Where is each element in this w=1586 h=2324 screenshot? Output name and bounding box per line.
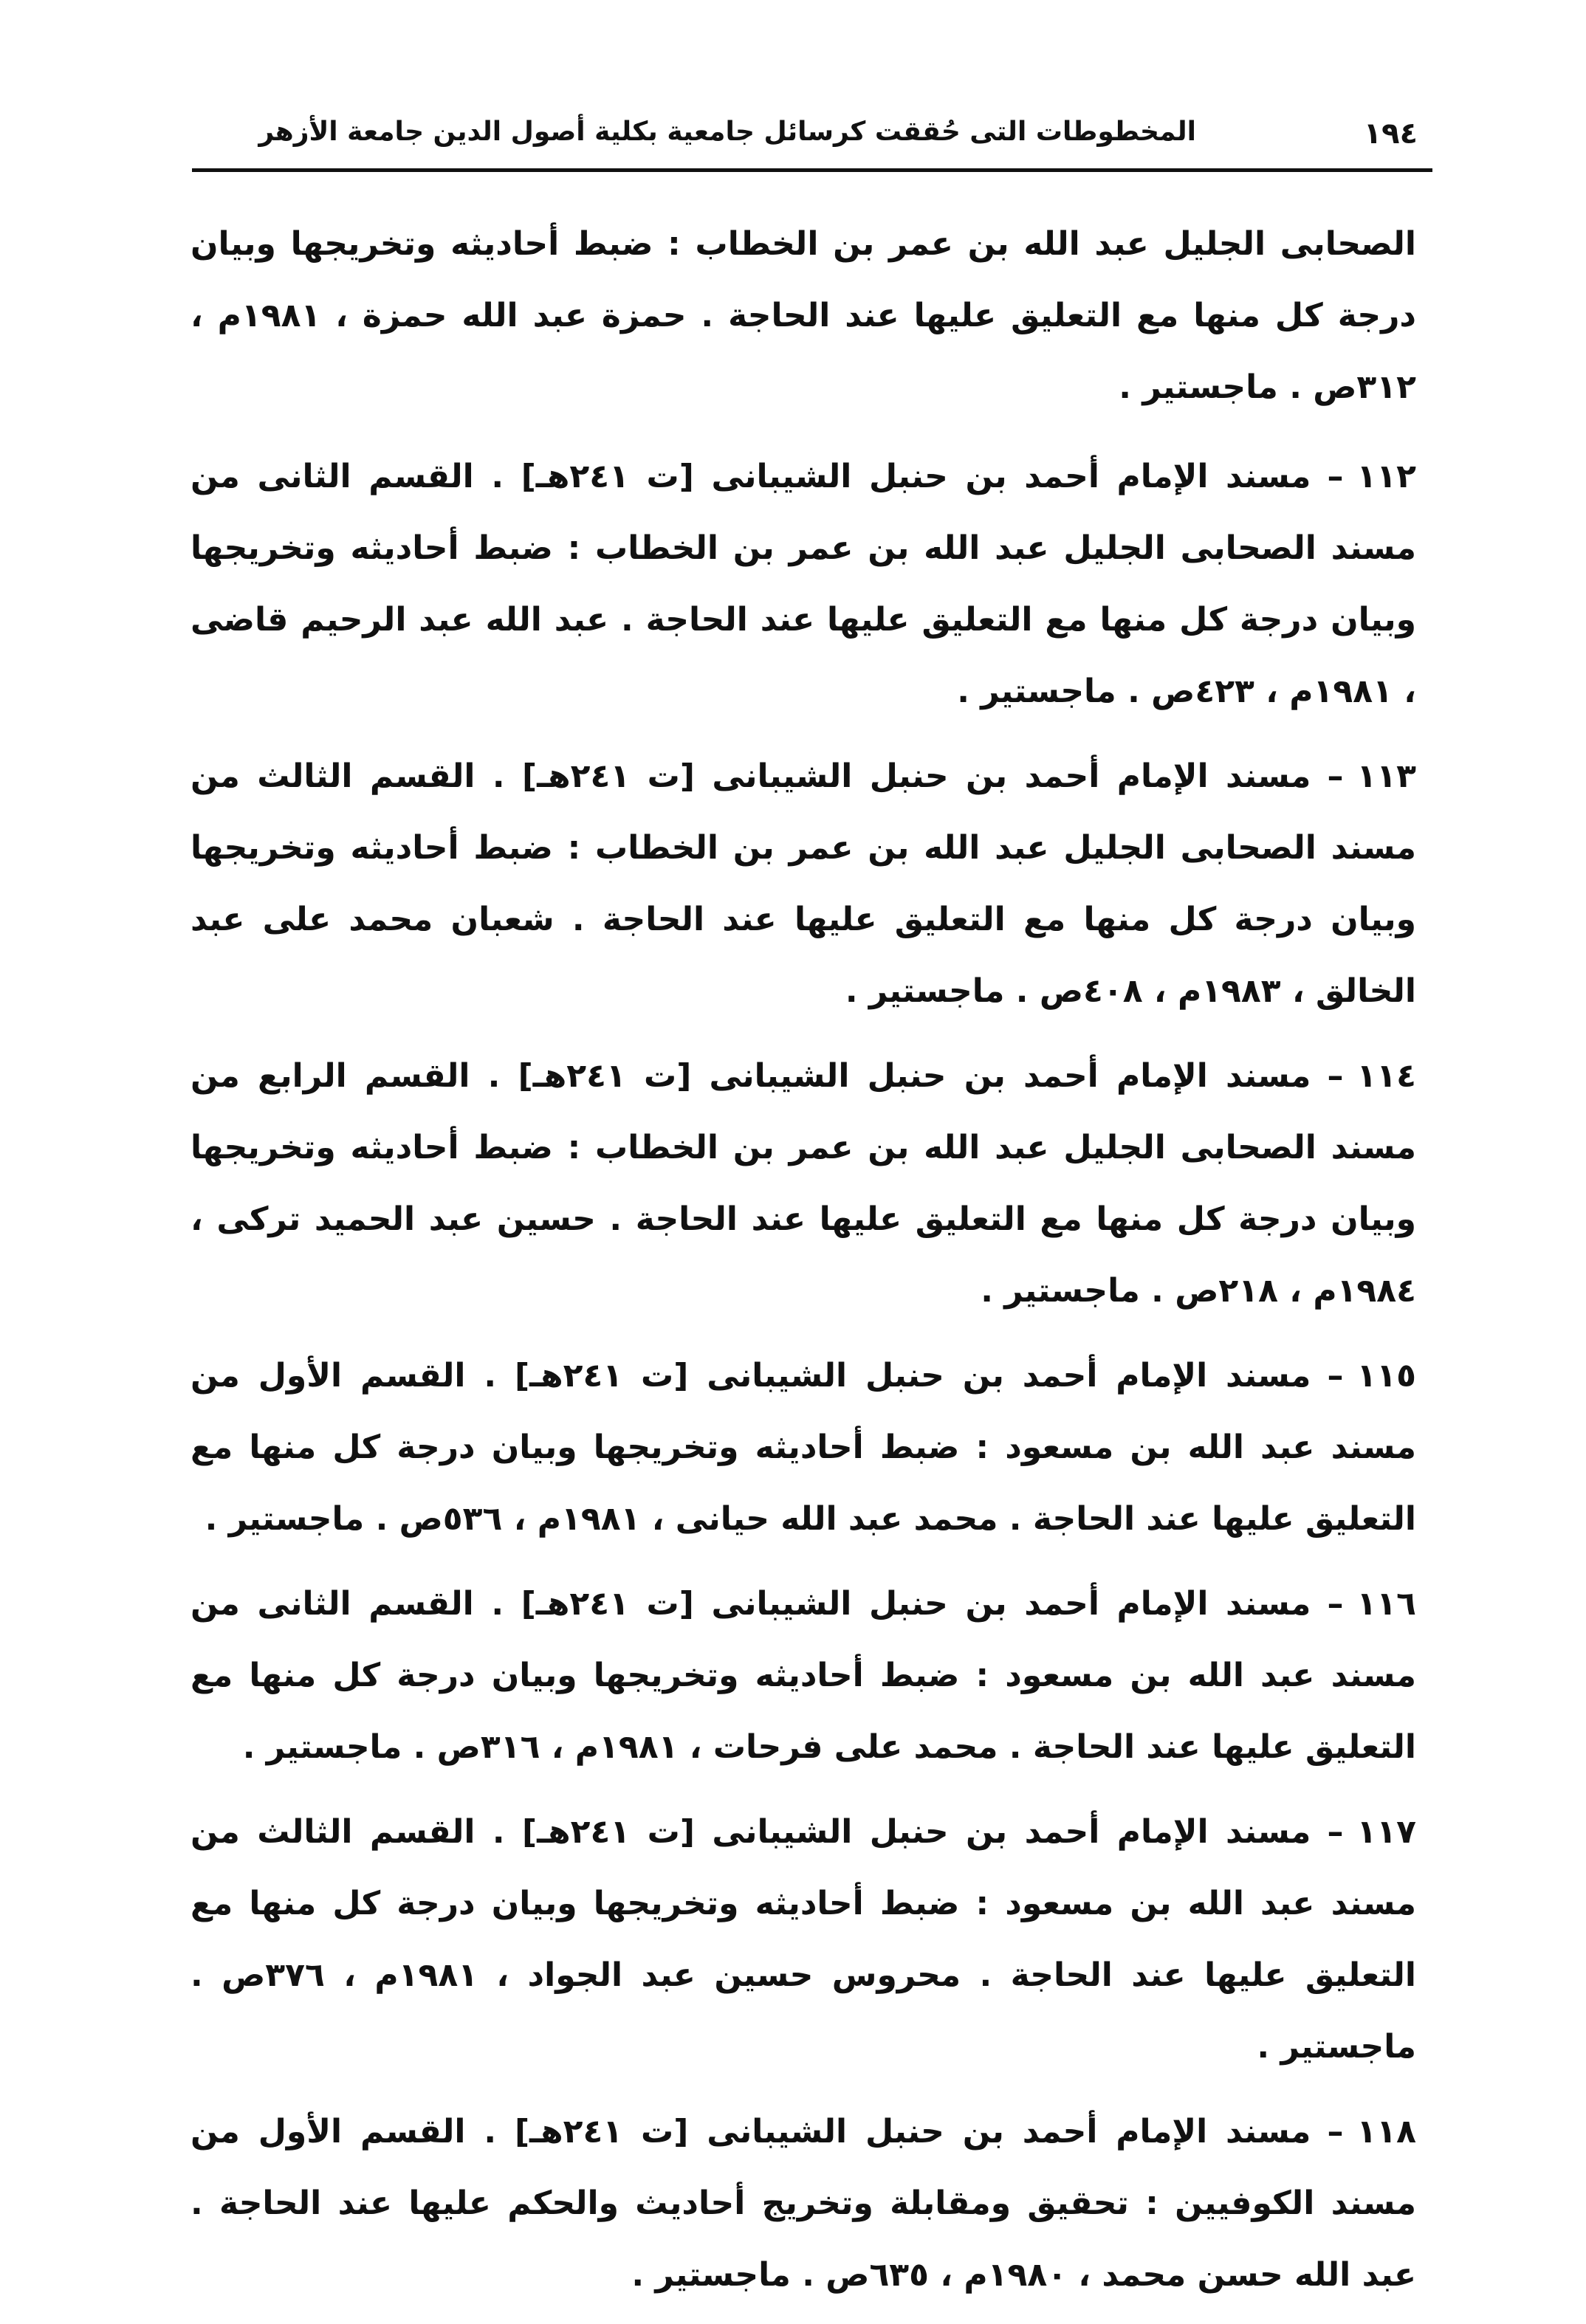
entry-dash: –	[1327, 1585, 1344, 1623]
entry-113	[190, 740, 1416, 1027]
page-number: ١٩٤	[1363, 117, 1418, 151]
entry-116	[190, 1568, 1416, 1783]
entry-dash: –	[1327, 757, 1344, 795]
continuation-text: الصحابى الجليل عبد الله بن عمر بن الخطاب : ضبط أحاديثه وتخريجها وبيان درجة كل منها مع التعليق عليها عند الحاجة . حمزة عبد الله حمزة ، ١٩٨١م ، ٣١٢ص . ماجستير .	[190, 225, 1417, 406]
entry-dash: –	[1327, 1357, 1344, 1395]
entry-number: ١١٦	[1356, 1585, 1417, 1623]
entry-dash: –	[1327, 1813, 1344, 1851]
entry-text: مسند الإمام أحمد بن حنبل الشيبانى [ت ٢٤١هـ] . القسم الأول من مسند الكوفيين : تحقيق ومقابلة وتخريج أحاديث والحكم عليها عند الحاجة . عبد الله حسن محمد ، ١٩٨٠م ، ٦٣٥ص . ماجستير .	[190, 2113, 1416, 2294]
entry-text: مسند الإمام أحمد بن حنبل الشيبانى [ت ٢٤١هـ] . القسم الرابع من مسند الصحابى الجليل عبد الله بن عمر بن الخطاب : ضبط أحاديثه وتخريجها وبيان درجة كل منها مع التعليق عليها عند الحاجة . حسين عبد الحميد تركى ، ١٩٨٤م ، ٢١٨ص . ماجستير .	[190, 1057, 1416, 1310]
entry-text: مسند الإمام أحمد بن حنبل الشيبانى [ت ٢٤١هـ] . القسم الثالث من مسند عبد الله بن مسعود : ضبط أحاديثه وتخريجها وبيان درجة كل منها مع التعليق عليها عند الحاجة . محروس حسين عبد الجواد ، ١٩٨١م ، ٣٧٦ص . ماجستير .	[190, 1813, 1416, 2066]
entry-dash: –	[1327, 2113, 1344, 2151]
body-text	[190, 208, 1416, 2324]
entry-118	[190, 2096, 1416, 2311]
entry-dash: –	[1327, 1057, 1344, 1095]
entry-114	[190, 1040, 1416, 1327]
entry-number: ١١٨	[1356, 2113, 1417, 2151]
entry-number: ١١٢	[1356, 458, 1417, 495]
running-title: المخطوطات التى حُققت كرسائل جامعية بكلية أصول الدين جامعة الأزهر	[258, 117, 1196, 147]
entry-dash: –	[1327, 458, 1344, 495]
entry-117	[190, 1796, 1416, 2083]
entry-112	[190, 441, 1416, 727]
entry-115	[190, 1340, 1416, 1555]
entry-number: ١١٣	[1356, 757, 1417, 795]
entry-text: مسند الإمام أحمد بن حنبل الشيبانى [ت ٢٤١هـ] . القسم الأول من مسند عبد الله بن مسعود : ضبط أحاديثه وتخريجها وبيان درجة كل منها مع التعليق عليها عند الحاجة . محمد عبد الله حيانى ، ١٩٨١م ، ٥٣٦ص . ماجستير .	[190, 1357, 1416, 1538]
header-rule	[192, 168, 1432, 172]
entry-number: ١١٧	[1356, 1813, 1417, 1851]
page-header	[192, 111, 1418, 162]
entry-text: مسند الإمام أحمد بن حنبل الشيبانى [ت ٢٤١هـ] . القسم الثانى من مسند عبد الله بن مسعود : ضبط أحاديثه وتخريجها وبيان درجة كل منها مع التعليق عليها عند الحاجة . محمد على فرحات ، ١٩٨١م ، ٣١٦ص . ماجستير .	[190, 1585, 1416, 1766]
entry-number: ١١٥	[1356, 1357, 1417, 1395]
continuation-paragraph	[190, 208, 1416, 423]
entry-number: ١١٤	[1356, 1057, 1417, 1095]
entry-text: مسند الإمام أحمد بن حنبل الشيبانى [ت ٢٤١هـ] . القسم الثانى من مسند الصحابى الجليل عبد الله بن عمر بن الخطاب : ضبط أحاديثه وتخريجها وبيان درجة كل منها مع التعليق عليها عند الحاجة . عبد الله عبد الرحيم قاضى ، ١٩٨١م ، ٤٢٣ص . ماجستير .	[190, 458, 1416, 710]
entry-text: مسند الإمام أحمد بن حنبل الشيبانى [ت ٢٤١هـ] . القسم الثالث من مسند الصحابى الجليل عبد الله بن عمر بن الخطاب : ضبط أحاديثه وتخريجها وبيان درجة كل منها مع التعليق عليها عند الحاجة . شعبان محمد على عبد الخالق ، ١٩٨٣م ، ٤٠٨ص . ماجستير .	[190, 757, 1416, 1010]
